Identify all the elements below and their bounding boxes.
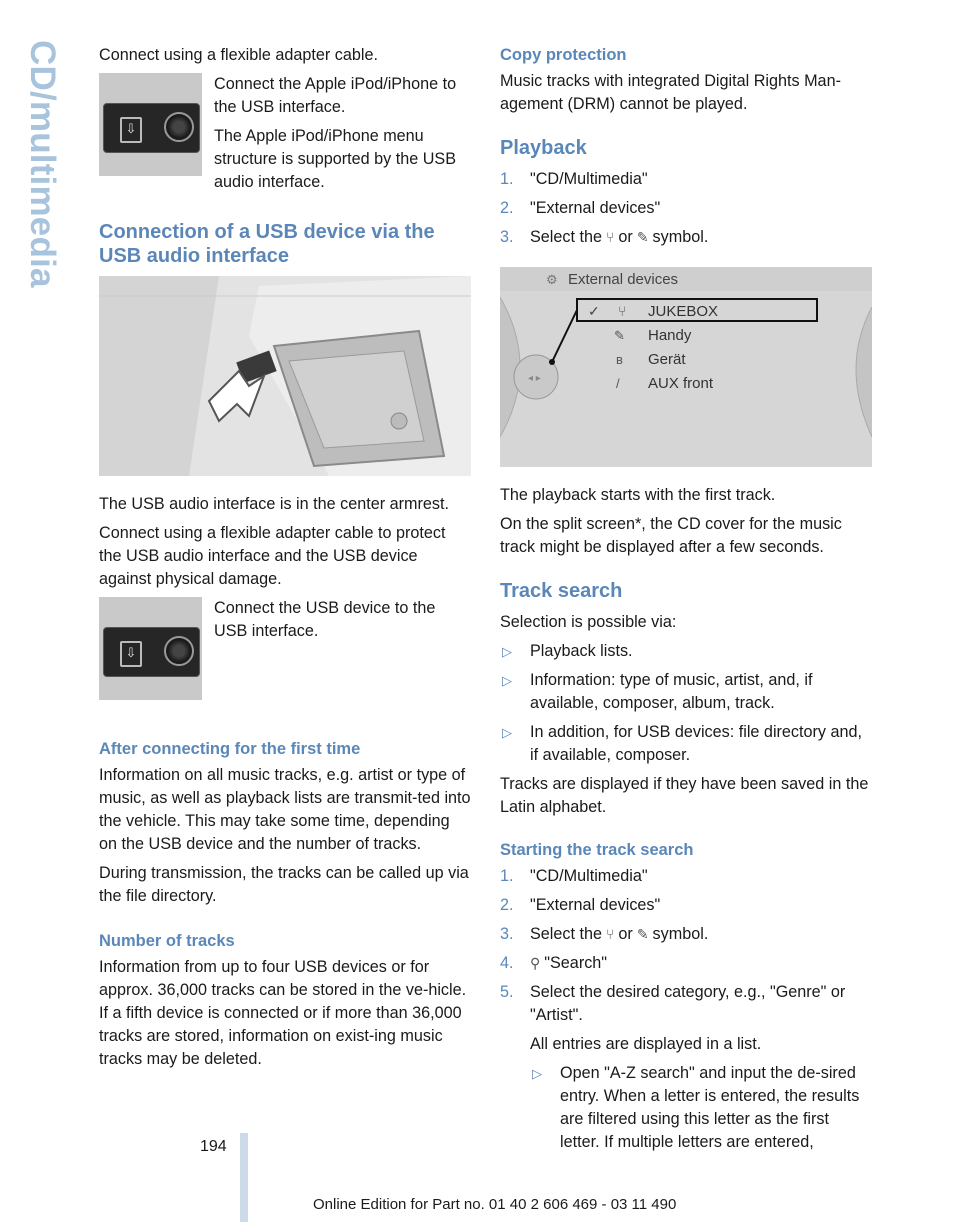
list-item: 3. Select the ⑂ or ✎ symbol. — [500, 923, 872, 946]
copy-text: Music tracks with integrated Digital Rights Man-agement (DRM) cannot be played. — [500, 72, 841, 113]
page-number: 194 — [200, 1138, 227, 1155]
copy-heading: Copy protection — [500, 46, 627, 64]
checkmark-icon: ✓ — [588, 303, 600, 319]
section-side-title — [22, 40, 62, 330]
left-column — [99, 44, 471, 1077]
usb-connect-block — [99, 597, 471, 700]
usb-icon: ⇩ — [120, 117, 142, 143]
list-item: ▷ In addition, for USB devices: file directory and, if available, composer. — [502, 723, 863, 764]
screen-title: External devices — [568, 271, 679, 288]
search-heading: Track search — [500, 580, 623, 602]
list-item: 1. "CD/Multimedia" — [500, 170, 648, 188]
after-heading: After connecting for the first time — [99, 740, 361, 758]
search-text: Tracks are displayed if they have been saved in the Latin alphabet. — [500, 775, 869, 816]
edition-text: Online Edition for Part no. 01 40 2 606 469 - 03 11 490 — [313, 1196, 677, 1213]
screen-item: AUX front — [648, 375, 714, 392]
aux-knob — [164, 636, 194, 666]
list-item: 4. ⚲ "Search" — [500, 952, 872, 975]
az-bullets — [500, 1062, 872, 1154]
usb-port-image — [99, 73, 202, 176]
list-text: All entries are displayed in a list. — [530, 1035, 762, 1053]
playback-text-2: On the split screen*, the CD cover for the music track might be displayed after a few seconds. — [500, 515, 842, 556]
list-item: 2. "External devices" — [500, 896, 661, 914]
external-devices-screen — [500, 267, 872, 467]
usb-heading: Connection of a USB device via the USB audio interface — [99, 221, 435, 267]
gear-icon: ⚙ — [546, 272, 558, 287]
playback-heading: Playback — [500, 137, 587, 159]
list-item: 5. Select the desired category, e.g., "Genre" or "Artist". — [500, 983, 846, 1024]
aux-knob — [164, 112, 194, 142]
list-item: 2. "External devices" — [500, 199, 661, 217]
intro-text: Connect using a flexible adapter cable. — [99, 46, 378, 64]
search-icon: ⚲ — [530, 955, 541, 971]
after-text-2: During transmission, the tracks can be called up via the file directory. — [99, 864, 469, 905]
protect-text: Connect using a flexible adapter cable to protect the USB audio interface and the USB device against physical damage. — [99, 524, 446, 588]
list-item: 3. Select the ⑂ or ✎ symbol. — [500, 226, 872, 249]
phone-icon: ✎ — [614, 328, 625, 343]
usb-icon: ⇩ — [120, 641, 142, 667]
aux-icon: / — [616, 376, 620, 391]
list-item: ▷ Playback lists. — [502, 642, 633, 660]
armrest-text: The USB audio interface is in the center armrest. — [99, 495, 449, 513]
usb-port-image-2 — [99, 597, 202, 700]
playback-text-1: The playback starts with the first track. — [500, 486, 776, 504]
svg-text:◂ ▸: ◂ ▸ — [528, 373, 541, 384]
usb-icon: ⑂ — [606, 229, 615, 245]
ipod-text-1: Connect the Apple iPod/iPhone to the USB interface. — [214, 75, 457, 116]
screen-item: Gerät — [648, 351, 686, 368]
start-steps — [500, 865, 872, 1027]
usb-connect-text: Connect the USB device to the USB interface. — [214, 599, 436, 640]
right-column — [500, 44, 872, 1160]
usb-icon: ⑂ — [618, 303, 627, 319]
ipod-text-2: The Apple iPod/iPhone menu structure is supported by the USB audio interface. — [214, 127, 457, 191]
tracks-text: Information from up to four USB devices or for approx. 36,000 tracks can be stored in the ve-hicle. If a fifth device is connected or if more than 36,000 tracks are stored, information on exist-ing music tracks may be deleted. — [99, 958, 467, 1068]
phone-icon: ✎ — [636, 229, 649, 245]
list-item: 1. "CD/Multimedia" — [500, 867, 648, 885]
section-title-text: CD/multimedia — [23, 40, 62, 288]
usb-icon: ⑂ — [606, 926, 615, 942]
start-heading: Starting the track search — [500, 841, 694, 859]
ipod-block — [99, 73, 471, 200]
list-item: ▷ Open "A-Z search" and input the de-sired entry. When a letter is entered, the results are filtered using this letter as the first letter. If multiple letters are entered, — [532, 1064, 860, 1151]
center-armrest-photo — [99, 276, 471, 476]
after-text-1: Information on all music tracks, e.g. artist or type of music, as well as playback lists are transmit-ted into the vehicle. This may take some time, depending on the USB device and the number of tracks. — [99, 766, 471, 853]
screen-item: JUKEBOX — [648, 303, 719, 320]
bluetooth-icon: ʙ — [616, 352, 623, 367]
search-bullets — [500, 640, 872, 767]
phone-icon: ✎ — [636, 926, 649, 942]
playback-steps — [500, 168, 872, 249]
list-item: ▷ Information: type of music, artist, and, if available, composer, album, track. — [502, 671, 813, 712]
footer-bar — [240, 1133, 248, 1222]
search-intro: Selection is possible via: — [500, 613, 677, 631]
tracks-heading: Number of tracks — [99, 932, 235, 950]
screen-item: Handy — [648, 327, 692, 344]
